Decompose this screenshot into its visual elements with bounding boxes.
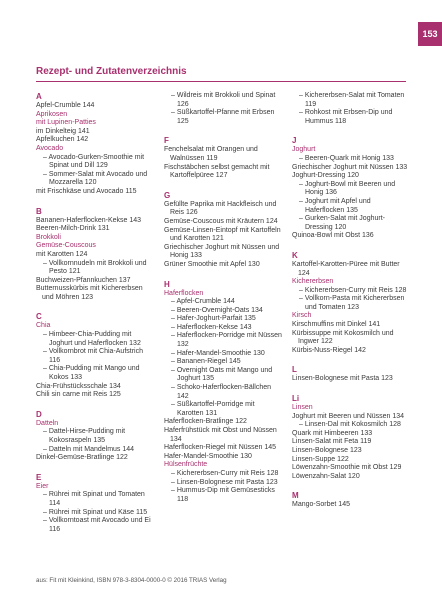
index-group-heading: Kirsch [292, 312, 312, 320]
index-entry: Joghurt mit Beeren und Nüssen 134 [292, 412, 405, 420]
index-entry: – Linsen-Bolognese mit Pasta 123 [171, 478, 278, 486]
index-section-d [36, 410, 154, 463]
index-section-h [164, 280, 282, 505]
index-section-k [292, 251, 410, 356]
index-entry: Chia-Frühstücksschale 134 [36, 382, 121, 390]
index-entry: – Linsen-Dal mit Kokosmilch 128 [299, 421, 401, 429]
index-group-heading: Hülsenfrüchte [164, 461, 208, 469]
index-entry: Kürbissuppe mit Kokosmilch und Ingwer 122 [292, 329, 394, 346]
index-entry: Gefüllte Paprika mit Hackfleisch und Reis 126 [164, 200, 277, 217]
index-group-heading: Avocado [36, 144, 64, 152]
index-entry: Chili sin carne mit Reis 125 [36, 391, 121, 399]
index-entry: Grüner Smoothie mit Apfel 130 [164, 260, 260, 268]
index-entry: – Gurken-Salat mit Joghurt-Dressing 120 [299, 215, 385, 231]
index-entry: Apfelkuchen 142 [36, 136, 89, 144]
index-entry: – Süßkartoffel-Pfanne mit Erbsen 125 [171, 109, 275, 125]
index-section-c [36, 312, 154, 399]
index-column-2 [164, 92, 282, 504]
index-entry: – Vollkorn-Pasta mit Kichererbsen und Tomaten 123 [299, 295, 405, 311]
index-entry: Gemüse-Linsen-Eintopf mit Kartoffeln und Karotten 121 [164, 226, 281, 243]
index-entry: Apfel-Crumble 144 [36, 102, 95, 109]
index-group-heading: Gemüse-Couscous [36, 242, 96, 250]
index-entry: – Haferflocken-Porridge mit Nüssen 132 [171, 332, 282, 349]
index-entry: – Hafer-Mandel-Smoothie 130 [171, 349, 265, 357]
index-group-heading: Brokkoli [36, 233, 61, 241]
section-letter: C [36, 312, 42, 322]
index-entry: – Kichererbsen-Salat mit Tomaten 119 [299, 92, 405, 108]
index-entry: mit Karotten 124 [36, 250, 88, 258]
section-letter: K [292, 250, 298, 260]
index-section-f [164, 136, 282, 180]
index-section-b [36, 207, 154, 303]
index-entry: – Beeren-Quark mit Honig 133 [299, 154, 394, 162]
index-section-continued-2 [164, 92, 282, 126]
index-group-heading: Haferflocken [164, 289, 204, 297]
index-entry: Gemüse-Couscous mit Kräutern 124 [164, 217, 278, 225]
index-entry: – Bananen-Riegel 145 [171, 358, 241, 366]
index-entry: Hafer-Mandel-Smoothie 130 [164, 452, 252, 460]
index-group-heading: Aprikosen [36, 110, 68, 118]
index-group-heading: Eier [36, 482, 49, 490]
section-letter: A [36, 92, 42, 101]
index-entry: Bananen-Haferflocken-Kekse 143 [36, 216, 142, 224]
section-letter: B [36, 206, 42, 216]
index-entry: – Datteln mit Mandelmus 144 [43, 445, 135, 453]
index-section-e [36, 473, 154, 535]
index-entry: Griechischer Joghurt mit Nüssen 133 [292, 163, 408, 171]
index-entry: Löwenzahn-Smoothie mit Obst 129 [292, 464, 402, 472]
index-entry: – Rührei mit Spinat und Tomaten 114 [43, 491, 145, 507]
index-entry: Buchweizen-Pfannkuchen 137 [36, 276, 131, 284]
index-entry: Linsen-Bolognese 123 [292, 447, 362, 454]
section-letter: G [164, 190, 171, 200]
section-letter: H [164, 279, 170, 289]
index-entry: – Hafer-Joghurt-Parfait 135 [171, 315, 256, 323]
section-letter: F [164, 136, 169, 146]
index-entry: – Vollkornnudeln mit Brokkoli und Pesto 121 [43, 259, 147, 276]
index-section-g [164, 191, 282, 270]
index-entry: – Joghurt mit Apfel und Haferflocken 135 [299, 197, 371, 214]
index-entry: Beeren-Milch-Drink 131 [36, 225, 110, 233]
index-entry: – Rohkost mit Erbsen-Dip und Hummus 118 [299, 109, 393, 125]
index-entry: – Himbeer-Chia-Pudding mit Joghurt und Haferflocken 132 [43, 331, 141, 347]
section-letter: M [292, 491, 299, 501]
index-entry: – Hummus-Dip mit Gemüsesticks 118 [171, 487, 275, 503]
section-letter: Li [292, 394, 300, 404]
index-group-heading: mit Lupinen-Patties [36, 119, 96, 127]
index-entry: – Rührei mit Spinat und Käse 115 [43, 508, 148, 516]
index-group-heading: Datteln [36, 419, 59, 427]
index-entry: Fenchelsalat mit Orangen und Walnüssen 119 [164, 146, 258, 162]
index-section-j [292, 136, 410, 241]
index-entry: Griechischer Joghurt mit Nüssen und Honig 133 [164, 243, 280, 260]
index-group-heading: Linsen [292, 404, 313, 412]
section-letter: J [292, 136, 297, 146]
index-entry: Joghurt-Dressing 120 [292, 172, 359, 180]
index-entry: – Joghurt-Bowl mit Beeren und Honig 136 [299, 180, 396, 197]
index-entry: im Dinkelteig 141 [36, 127, 90, 135]
index-entry: – Chia-Pudding mit Mango und Kokos 133 [43, 365, 140, 382]
index-entry: – Overnight Oats mit Mango und Joghurt 135 [171, 366, 273, 383]
index-entry: – Vollkorntoast mit Avocado und Ei 116 [43, 517, 151, 533]
index-section-m [292, 491, 410, 510]
index-entry: Löwenzahn-Salat 120 [292, 472, 360, 480]
index-entry: Kartoffel-Karotten-Püree mit Butter 124 [292, 260, 400, 277]
index-entry: – Wildreis mit Brokkoli und Spinat 126 [171, 92, 276, 108]
section-letter: E [36, 472, 42, 482]
index-section-l [292, 365, 410, 384]
index-entry: Haferfrühstück mit Obst und Nüssen 134 [164, 427, 277, 443]
index-entry: Mango-Sorbet 145 [292, 501, 350, 509]
index-entry: Kürbis-Nuss-Riegel 142 [292, 346, 366, 354]
index-entry: – Sommer-Salat mit Avocado und Mozzarella 120 [43, 170, 148, 187]
index-entry: Fischstäbchen selbst gemacht mit Kartoffelpüree 127 [164, 163, 270, 180]
index-section-continued-3 [292, 92, 410, 126]
page-title: Rezept- und Zutatenverzeichnis [36, 66, 187, 77]
section-letter: D [36, 409, 42, 419]
index-entry: – Avocado-Gurken-Smoothie mit Spinat und Dill 129 [43, 153, 145, 170]
index-group-heading: Kichererbsen [292, 278, 334, 286]
index-entry: – Haferflocken-Kekse 143 [171, 323, 252, 331]
index-entry: – Beeren-Overnight-Oats 134 [171, 306, 263, 314]
page-footer: aus: Fit mit Kleinkind, ISBN 978-3-8304-0000-0 © 2016 TRIAS Verlag [36, 577, 227, 584]
index-entry: Butternusskürbis mit Kichererbsen und Möhren 123 [36, 285, 143, 301]
index-column-1 [36, 92, 154, 534]
index-group-heading: Joghurt [292, 146, 316, 154]
index-entry: Linsen-Suppe 122 [292, 455, 349, 463]
index-entry: – Vollkornbrot mit Chia-Aufstrich 116 [43, 348, 143, 364]
index-entry: – Apfel-Crumble 144 [171, 298, 235, 306]
title-divider [36, 81, 406, 82]
index-section-a [36, 92, 154, 197]
index-entry: Quark mit Himbeeren 133 [292, 429, 373, 437]
page-number: 153 [418, 22, 442, 46]
index-entry: – Schoko-Haferflocken-Bällchen 142 [171, 384, 271, 400]
index-entry: – Dattel-Hirse-Pudding mit Kokosraspeln 135 [43, 428, 126, 444]
index-entry: Haferflocken-Riegel mit Nüssen 145 [164, 444, 277, 452]
index-entry: Linsen-Salat mit Feta 119 [292, 438, 372, 446]
index-entry: – Kichererbsen-Curry mit Reis 128 [171, 469, 279, 477]
index-entry: – Süßkartoffel-Porridge mit Karotten 131 [171, 401, 255, 417]
index-entry: Kirschmuffins mit Dinkel 141 [292, 321, 381, 329]
index-entry: mit Frischkäse und Avocado 115 [36, 187, 137, 195]
index-group-heading: Chia [36, 322, 51, 330]
index-entry: Quinoa-Bowl mit Obst 136 [292, 232, 374, 240]
index-column-3 [292, 92, 410, 510]
index-entry: Linsen-Bolognese mit Pasta 123 [292, 375, 393, 383]
index-section-li [292, 394, 410, 481]
section-letter: L [292, 365, 297, 375]
index-columns [36, 92, 408, 572]
index-entry: – Kichererbsen-Curry mit Reis 128 [299, 286, 407, 294]
index-entry: Dinkel-Gemüse-Bratlinge 122 [36, 454, 128, 462]
index-entry: Haferflocken-Bratlinge 122 [164, 418, 247, 426]
